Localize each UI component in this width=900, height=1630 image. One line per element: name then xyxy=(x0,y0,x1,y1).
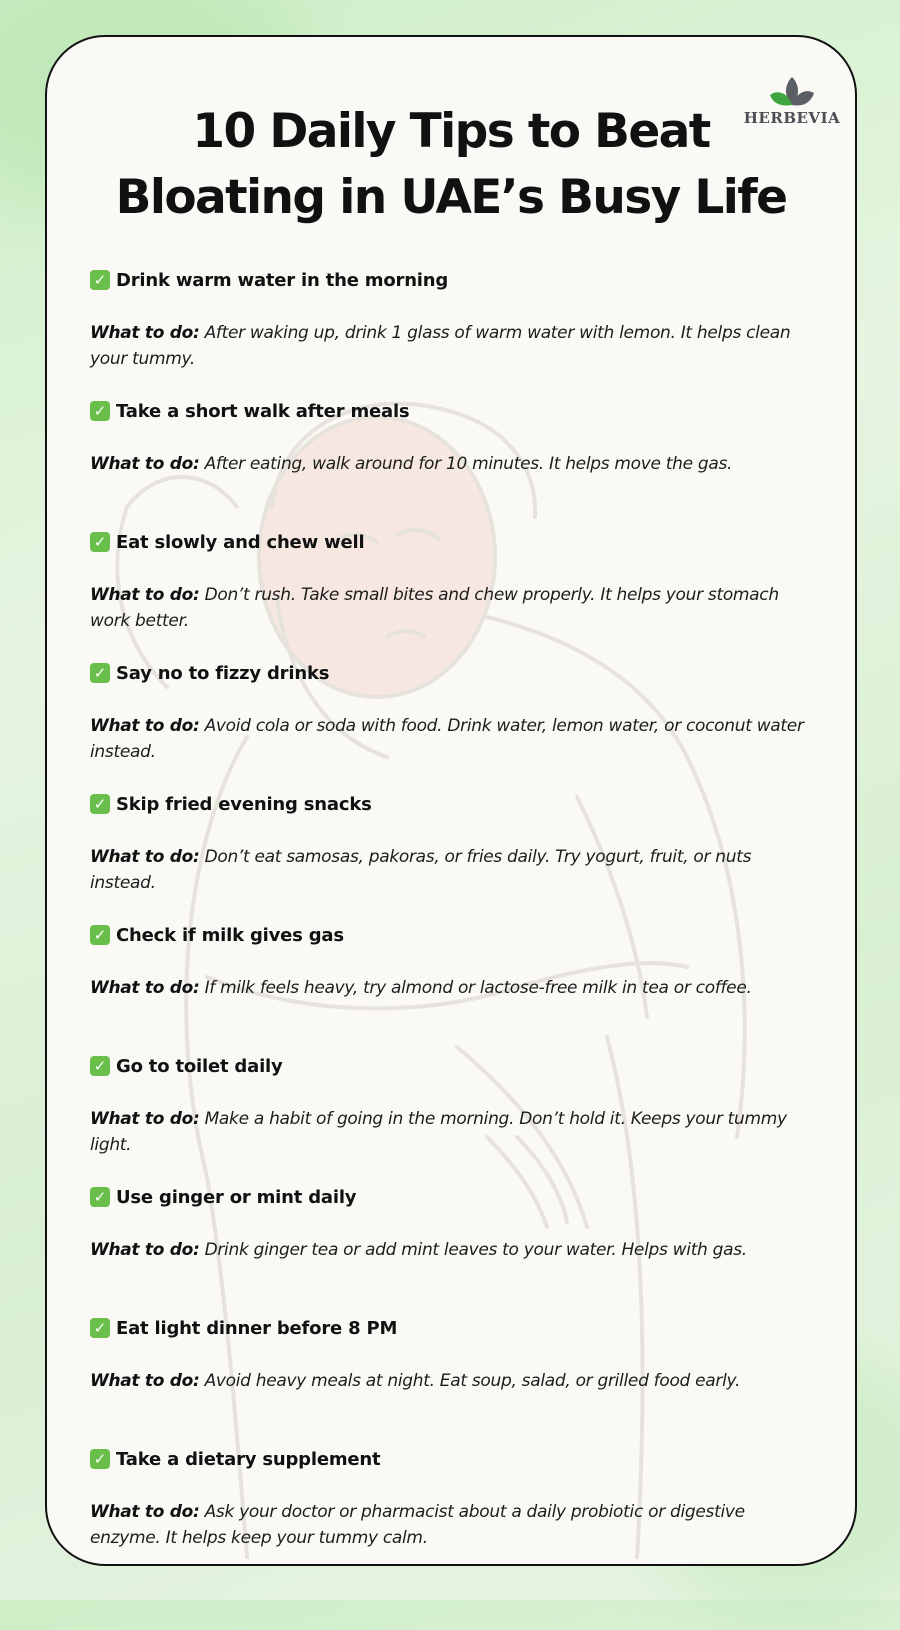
what-to-do-label: What to do: xyxy=(90,716,200,736)
tip-title: Eat slowly and chew well xyxy=(116,531,365,553)
what-to-do-label: What to do: xyxy=(90,1371,200,1391)
tip-description xyxy=(90,1499,810,1551)
tip-item xyxy=(90,267,810,398)
tip-text: Ask your doctor or pharmacist about a daily probiotic or digestive enzyme. It helps keep your tummy calm. xyxy=(90,1502,745,1548)
infographic-card xyxy=(45,35,857,1566)
logo-text: HERBEVIA xyxy=(743,109,841,127)
tip-item xyxy=(90,791,810,922)
tip-text: Make a habit of going in the morning. Don’t hold it. Keeps your tummy light. xyxy=(90,1109,787,1155)
check-mark-icon: ✓ xyxy=(90,663,110,683)
check-mark-icon: ✓ xyxy=(90,925,110,945)
tip-text: Drink ginger tea or add mint leaves to your water. Helps with gas. xyxy=(204,1240,747,1260)
tip-description xyxy=(90,1237,810,1263)
what-to-do-label: What to do: xyxy=(90,1109,200,1129)
title-line-2: Bloating in UAE’s Busy Life xyxy=(115,170,787,225)
tip-item xyxy=(90,1315,810,1446)
tip-item xyxy=(90,922,810,1053)
tip-description xyxy=(90,1106,810,1158)
tip-item xyxy=(90,1184,810,1315)
check-mark-icon: ✓ xyxy=(90,1449,110,1469)
tip-title: Say no to fizzy drinks xyxy=(116,662,330,684)
page-title xyxy=(47,99,855,231)
tip-item xyxy=(90,529,810,660)
tip-description xyxy=(90,975,810,1001)
what-to-do-label: What to do: xyxy=(90,585,200,605)
check-mark-icon: ✓ xyxy=(90,532,110,552)
what-to-do-label: What to do: xyxy=(90,323,200,343)
tip-text: Don’t rush. Take small bites and chew properly. It helps your stomach work better. xyxy=(90,585,779,631)
tip-item xyxy=(90,1446,810,1566)
tip-text: After waking up, drink 1 glass of warm water with lemon. It helps clean your tummy. xyxy=(90,323,791,369)
tips-list xyxy=(90,267,810,1566)
title-line-1: 10 Daily Tips to Beat xyxy=(192,104,710,159)
tip-text: Avoid cola or soda with food. Drink water, lemon water, or coconut water instead. xyxy=(90,716,804,762)
tip-description xyxy=(90,844,810,896)
tip-description xyxy=(90,451,810,477)
tip-item xyxy=(90,660,810,791)
tip-text: After eating, walk around for 10 minutes. It helps move the gas. xyxy=(204,454,733,474)
tip-description xyxy=(90,1368,810,1394)
tip-description xyxy=(90,713,810,765)
tip-text: Avoid heavy meals at night. Eat soup, salad, or grilled food early. xyxy=(204,1371,741,1391)
tip-description xyxy=(90,320,810,372)
tip-title: Take a dietary supplement xyxy=(116,1448,381,1470)
what-to-do-label: What to do: xyxy=(90,1240,200,1260)
tip-title: Take a short walk after meals xyxy=(116,400,410,422)
tip-title: Eat light dinner before 8 PM xyxy=(116,1317,398,1339)
what-to-do-label: What to do: xyxy=(90,1502,200,1522)
tip-title: Go to toilet daily xyxy=(116,1055,283,1077)
what-to-do-label: What to do: xyxy=(90,978,200,998)
check-mark-icon: ✓ xyxy=(90,794,110,814)
what-to-do-label: What to do: xyxy=(90,847,200,867)
check-mark-icon: ✓ xyxy=(90,1056,110,1076)
check-mark-icon: ✓ xyxy=(90,401,110,421)
tip-title: Skip fried evening snacks xyxy=(116,793,372,815)
tip-text: Don’t eat samosas, pakoras, or fries daily. Try yogurt, fruit, or nuts instead. xyxy=(90,847,752,893)
tip-description xyxy=(90,582,810,634)
check-mark-icon: ✓ xyxy=(90,270,110,290)
tip-title: Drink warm water in the morning xyxy=(116,269,449,291)
tip-title: Use ginger or mint daily xyxy=(116,1186,357,1208)
tip-item xyxy=(90,1053,810,1184)
tip-text: If milk feels heavy, try almond or lactose-free milk in tea or coffee. xyxy=(204,978,752,998)
what-to-do-label: What to do: xyxy=(90,454,200,474)
check-mark-icon: ✓ xyxy=(90,1318,110,1338)
check-mark-icon: ✓ xyxy=(90,1187,110,1207)
tip-item xyxy=(90,398,810,529)
tip-title: Check if milk gives gas xyxy=(116,924,344,946)
